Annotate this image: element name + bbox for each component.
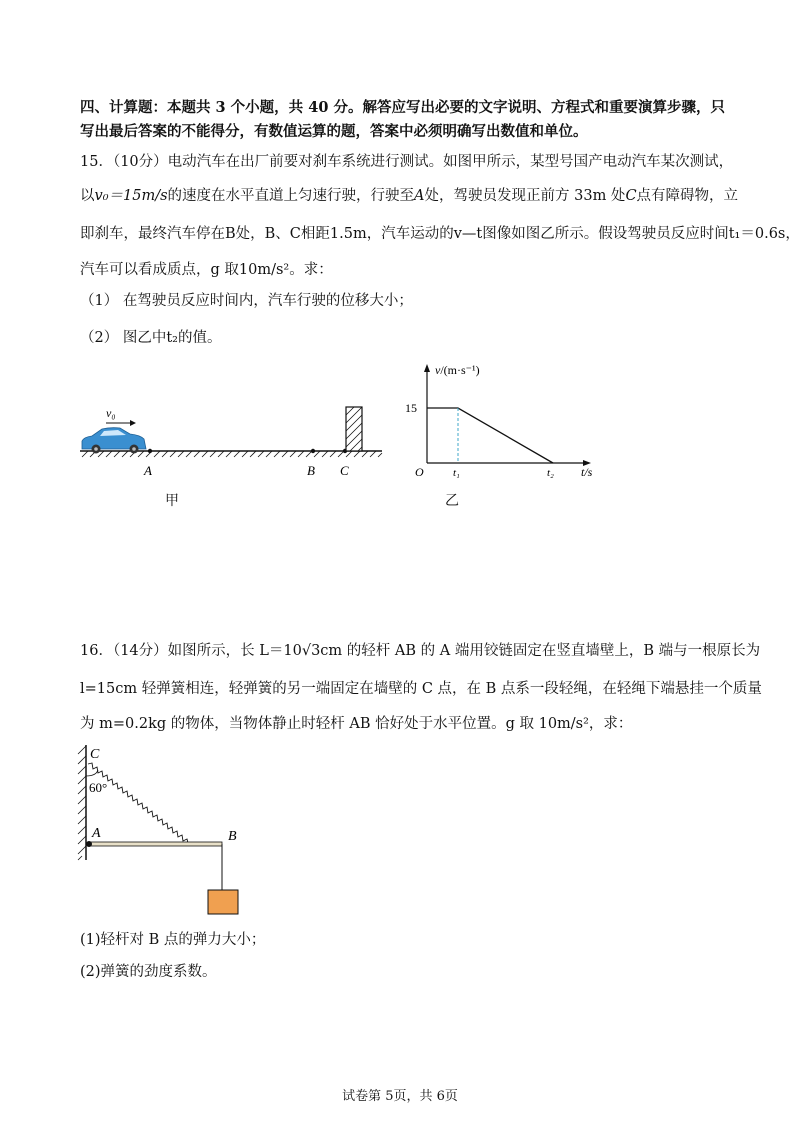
q16-line-2: l=15cm 轻弹簧相连，轻弹簧的另一端固定在墙壁的 C 点，在 B 点系一段轻绳，在轻绳下端悬挂一个质量 <box>80 681 762 697</box>
point-b <box>311 449 315 453</box>
y-axis-label: v/(m·s⁻¹) <box>435 363 480 377</box>
spring <box>88 763 220 844</box>
figure-b-caption: 乙 <box>445 493 459 509</box>
q15-line-1: 15．（10分）电动汽车在出厂前要对刹车系统进行测试。如图甲所示，某型号国产电动汽车某次测试， <box>80 154 734 170</box>
q15-line-2: 以v₀＝15m/s的速度在水平直道上匀速行驶，行驶至A处，驾驶员发现正前方 33m 处C点有障碍物，立 <box>80 188 739 204</box>
rod-ab <box>88 842 222 846</box>
label-c: C <box>90 747 100 762</box>
q16-line-1: 16．（14分）如图所示，长 L＝10√3cm 的轻杆 AB 的 A 端用铰链固定在竖直墙壁上，B 端与一根原长为 <box>80 643 761 659</box>
label-b: B <box>307 463 315 478</box>
hanging-mass <box>208 890 238 914</box>
figure-road-diagram <box>70 395 390 485</box>
label-a: A <box>92 826 101 841</box>
vt-line <box>427 408 553 463</box>
label-b: B <box>228 829 237 844</box>
label-v0: v₀ <box>106 406 116 420</box>
q15-line-4: 汽车可以看成质点，g 取10m/s²。求： <box>80 262 333 278</box>
q15-sub-question-2: （2） 图乙中t₂的值。 <box>80 330 222 346</box>
figure-vt-graph <box>405 360 615 480</box>
figure-a-caption: 甲 <box>165 493 179 509</box>
q15-sub-question-1: （1） 在驾驶员反应时间内，汽车行驶的位移大小； <box>80 293 413 309</box>
figure-rod-spring <box>70 740 260 920</box>
section-header-line-1: 四、计算题：本题共 3 个小题，共 40 分。解答应写出必要的文字说明、方程式和重要演算步骤，只 <box>80 99 725 116</box>
obstacle-wall <box>346 407 362 451</box>
hinge <box>86 841 92 847</box>
label-a: A <box>144 463 152 478</box>
label-angle: 60° <box>89 780 108 795</box>
x-axis-label: t/s <box>581 465 593 479</box>
t2-label: t₂ <box>547 467 554 479</box>
point-a <box>148 449 152 453</box>
q15-line-3: 即刹车，最终汽车停在B处，B、C相距1.5m，汽车运动的v—t图像如图乙所示。假设驾驶员反应时间t₁＝0.6s， <box>80 226 800 242</box>
label-c: C <box>340 463 349 478</box>
q16-line-3: 为 m=0.2kg 的物体，当物体静止时轻杆 AB 恰好处于水平位置。g 取 10m/s²，求： <box>80 716 633 732</box>
q16-sub-question-1: (1)轻杆对 B 点的弹力大小； <box>80 932 266 948</box>
page-footer: 试卷第 5页，共 6页 <box>342 1089 458 1104</box>
t1-label: t₁ <box>453 467 460 479</box>
origin-label: O <box>415 465 424 479</box>
section-header-line-2: 写出最后答案的不能得分，有数值运算的题，答案中必须明确写出数值和单位。 <box>80 123 588 140</box>
angle-arc <box>86 770 98 776</box>
car-icon <box>82 428 146 454</box>
q16-sub-question-2: (2)弹簧的劲度系数。 <box>80 964 217 980</box>
y-tick-15: 15 <box>405 401 417 415</box>
